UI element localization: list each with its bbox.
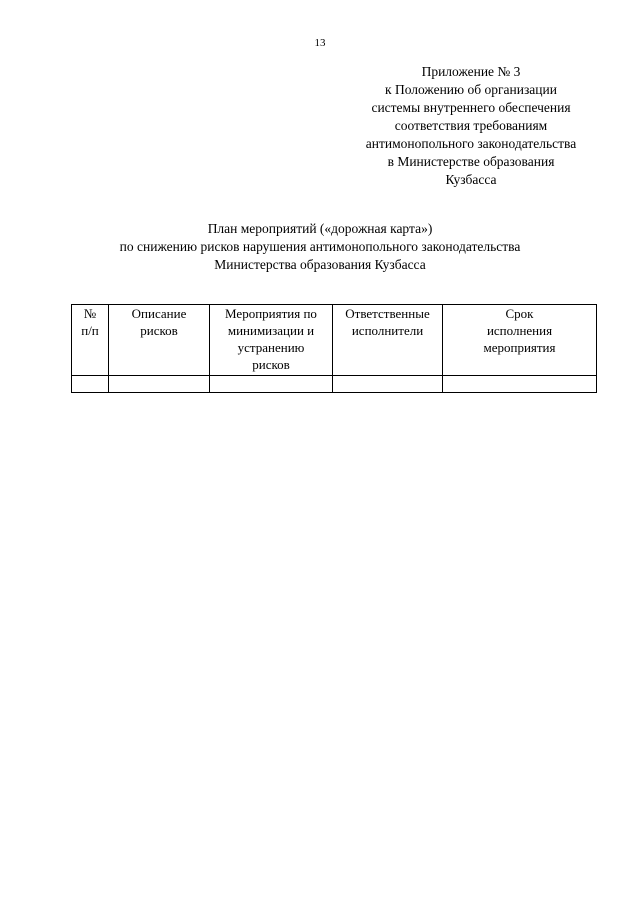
risk-plan-table [71, 304, 597, 393]
appendix-reference [340, 63, 602, 189]
appendix-line: системы внутреннего обеспечения [371, 100, 571, 115]
table-cell [109, 376, 210, 393]
appendix-line: соответствия требованиям [394, 118, 548, 133]
header-responsible: Ответственные исполнители [333, 305, 443, 376]
header-deadline: Срок исполнения мероприятия [443, 305, 597, 376]
page-number: 13 [314, 37, 326, 49]
appendix-line: в Министерстве образования [387, 154, 555, 169]
appendix-line: к Положению об организации [385, 82, 557, 97]
title-line: по снижению рисков нарушения антимонопольного законодательства [119, 239, 521, 254]
header-measures: Мероприятия по минимизации и устранению рисков [210, 305, 333, 376]
table-cell [210, 376, 333, 393]
title-line: Министерства образования Кузбасса [214, 257, 426, 272]
header-risk-description: Описание рисков [109, 305, 210, 376]
appendix-line: Кузбасса [445, 172, 497, 187]
table-row [72, 376, 597, 393]
header-number: № п/п [72, 305, 109, 376]
appendix-line: антимонопольного законодательства [365, 136, 577, 151]
table-header-row [72, 305, 597, 376]
table-cell [333, 376, 443, 393]
plan-title [0, 220, 640, 274]
table-cell [443, 376, 597, 393]
table-cell [72, 376, 109, 393]
appendix-line: Приложение № 3 [421, 64, 521, 79]
title-line: План мероприятий («дорожная карта») [207, 221, 433, 236]
